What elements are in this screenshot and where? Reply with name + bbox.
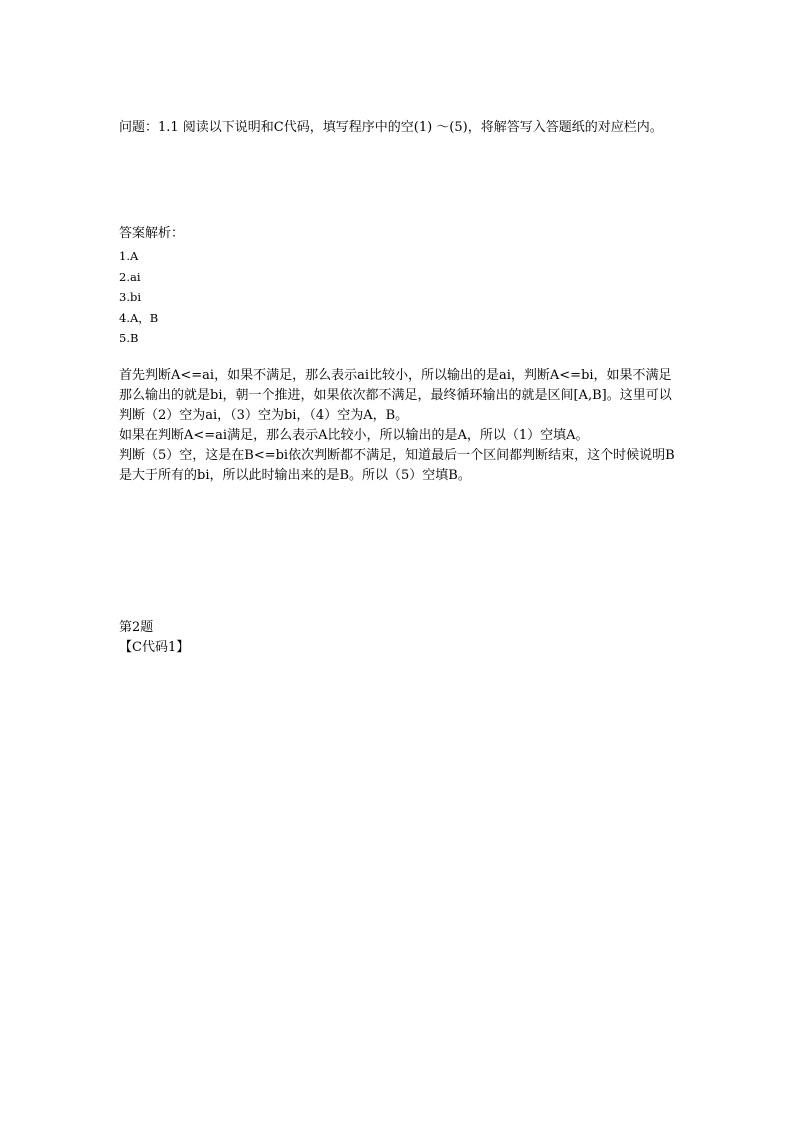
code-label: 【C代码1】 <box>119 640 190 655</box>
answer-item: 4.A，B <box>119 310 159 325</box>
answer-item: 1.A <box>119 249 139 263</box>
analysis-title: 答案解析： <box>119 226 185 241</box>
answer-list <box>119 246 679 349</box>
answer-item: 5.B <box>119 331 139 345</box>
answer-item: 2.ai <box>119 269 141 284</box>
next-question-title: 第2题 <box>119 620 154 635</box>
answer-item: 3.bi <box>119 290 142 304</box>
explanation-paragraph: 如果在判断A<=ai满足，那么表示A比较小，所以输出的是A，所以（1）空填A。 <box>119 428 589 443</box>
explanation-paragraph: 首先判断A<=ai，如果不满足，那么表示ai比较小，所以输出的是ai，判断A<=bi，如果不满足那么输出的就是bi，朝一个推进，如果依次都不满足，最终循环输出的就是区间[A,B]。这里可以判断（2）空为ai，（3）空为bi，（4）空为A，B。 <box>119 368 672 423</box>
explanation <box>119 366 675 486</box>
explanation-paragraph: 判断（5）空，这是在B<=bi依次判断都不满足，知道最后一个区间都判断结束，这个时候说明B是大于所有的bi，所以此时输出来的是B。所以（5）空填B。 <box>119 448 675 483</box>
question-text: 问题：1.1 阅读以下说明和C代码，填写程序中的空(1) ～(5)，将解答写入答题纸的对应栏内。 <box>119 120 663 135</box>
next-question <box>119 618 679 658</box>
